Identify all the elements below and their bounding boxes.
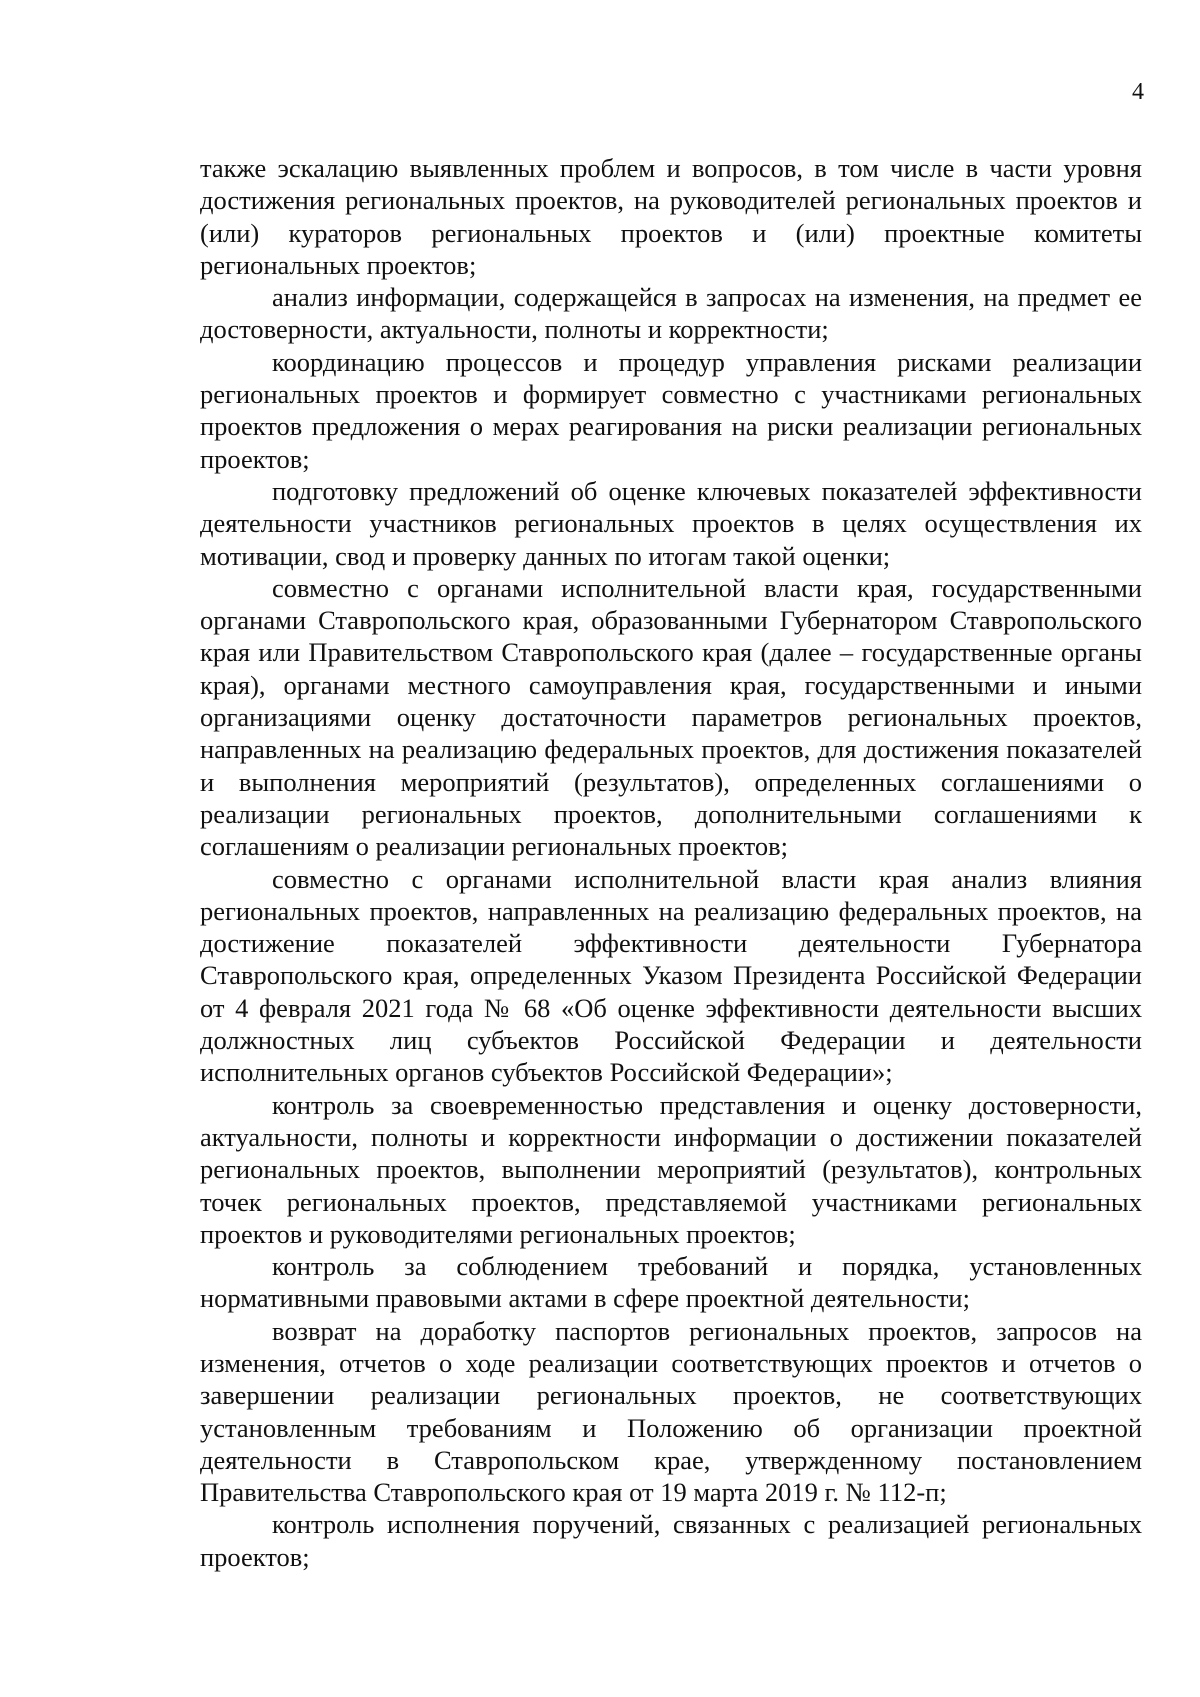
document-body <box>200 152 1142 1573</box>
paragraph-2: анализ информации, содержащейся в запросах на изменения, на предмет ее достоверности, актуальности, полноты и корректности; <box>200 282 1142 345</box>
paragraph-4: подготовку предложений об оценке ключевых показателей эффективности деятельности участников региональных проектов в целях осуществления их мотивации, свод и проверку данных по итогам такой оценки; <box>200 475 1142 571</box>
paragraph-6: совместно с органами исполнительной власти края анализ влияния региональных проектов, направленных на реализацию федеральных проектов, на достижение показателей эффективности деятельности Губернатора Ставропольского края, определенных Указом Президента Российской Федерации от 4 февраля 2021 года № 68 «Об оценке эффективности деятельности высших должностных лиц субъектов Российской Федерации и деятельности исполнительных органов субъектов Российской Федерации»; <box>200 863 1142 1088</box>
paragraph-3: координацию процессов и процедур управления рисками реализации региональных проектов и формирует совместно с участниками региональных проектов предложения о мерах реагирования на риски реализации региональных проектов; <box>200 346 1142 474</box>
paragraph-9: возврат на доработку паспортов региональных проектов, запросов на изменения, отчетов о ходе реализации соответствующих проектов и отчетов о завершении реализации региональных проектов, не соответствующих установленным требованиям и Положению об организации проектной деятельности в Ставропольском крае, утвержденному постановлением Правительства Ставропольского края от 19 марта 2019 г. № 112-п; <box>200 1315 1142 1508</box>
page-number: 4 <box>1132 79 1144 105</box>
paragraph-10: контроль исполнения поручений, связанных с реализацией региональных проектов; <box>200 1509 1142 1572</box>
paragraph-1: также эскалацию выявленных проблем и вопросов, в том числе в части уровня достижения региональных проектов, на руководителей региональных проектов и (или) кураторов региональных проектов и (или) проектные комитеты региональных проектов; <box>200 153 1142 280</box>
paragraph-8: контроль за соблюдением требований и порядка, установленных нормативными правовыми актами в сфере проектной деятельности; <box>200 1251 1142 1314</box>
paragraph-5: совместно с органами исполнительной власти края, государственными органами Ставропольского края, образованными Губернатором Ставропольского края или Правительством Ставропольского края (далее – государственные органы края), органами местного самоуправления края, государственными и иными организациями оценку достаточности параметров региональных проектов, направленных на реализацию федеральных проектов, для достижения показателей и выполнения мероприятий (результатов), определенных соглашениями о реализации региональных проектов, дополнительными соглашениями к соглашениям о реализации региональных проектов; <box>200 572 1142 862</box>
paragraph-7: контроль за своевременностью представления и оценку достоверности, актуальности, полноты и корректности информации о достижении показателей региональных проектов, выполнении мероприятий (результатов), контрольных точек региональных проектов, представляемой участниками региональных проектов и руководителями региональных проектов; <box>200 1089 1142 1249</box>
